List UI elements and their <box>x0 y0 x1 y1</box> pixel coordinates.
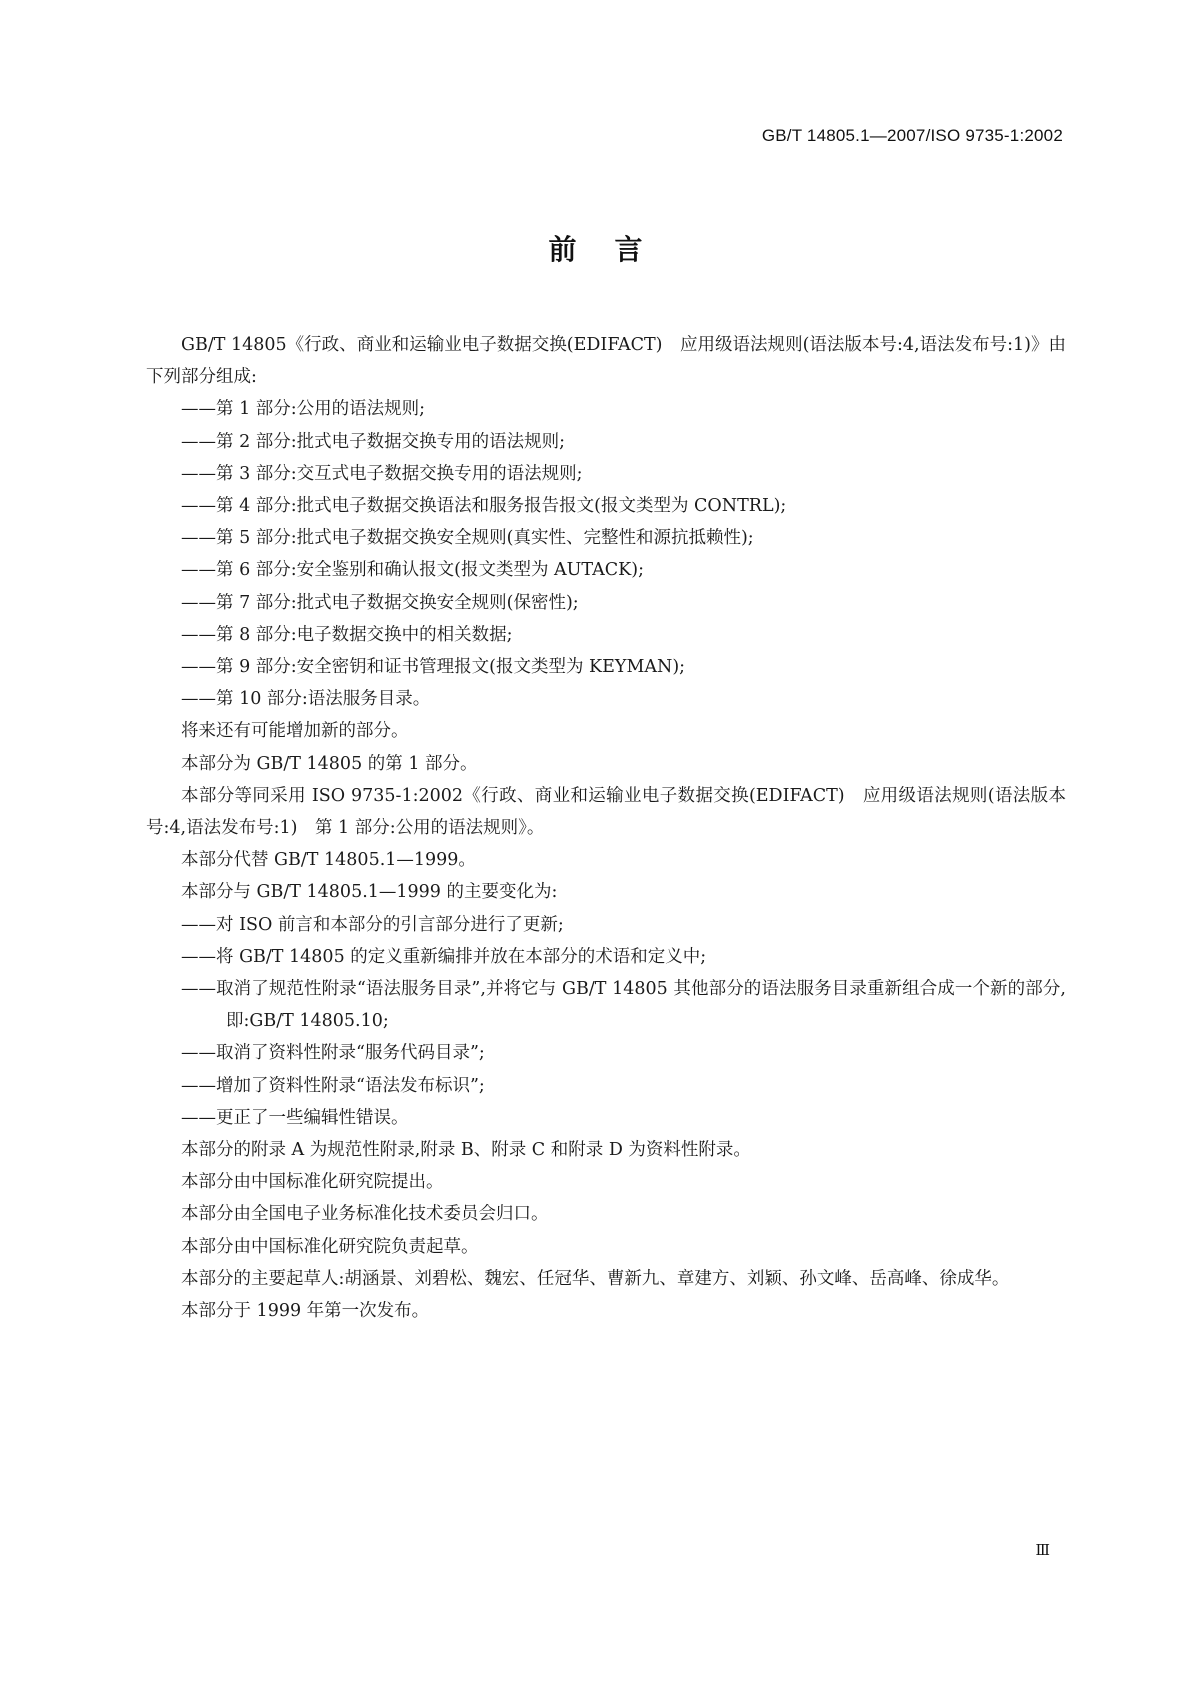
list-item: ——增加了资料性附录“语法发布标识”; <box>181 1075 485 1096</box>
list-item: ——第 6 部分:安全鉴别和确认报文(报文类型为 AUTACK); <box>181 560 644 581</box>
page-title: 前言 <box>548 233 681 266</box>
list-item: ——第 7 部分:批式电子数据交换安全规则(保密性); <box>181 592 579 613</box>
list-item: ——对 ISO 前言和本部分的引言部分进行了更新; <box>181 914 564 935</box>
list-item: ——第 10 部分:语法服务目录。 <box>181 689 431 710</box>
list-item: ——第 4 部分:批式电子数据交换语法和服务报告报文(报文类型为 CONTRL); <box>181 496 787 517</box>
list-item: ——取消了规范性附录“语法服务目录”,并将它与 GB/T 14805 其他部分的语法服务目录重新组合成一个新的部分,即:GB/T 14805.10; <box>181 979 1066 1032</box>
drafters-paragraph: 本部分的主要起草人:胡涵景、刘碧松、魏宏、任冠华、曹新九、章建方、刘颖、孙文峰、岳高峰、徐成华。 <box>181 1268 1010 1289</box>
changes-intro-paragraph: 本部分与 GB/T 14805.1—1999 的主要变化为: <box>181 882 558 903</box>
future-paragraph: 将来还有可能增加新的部分。 <box>181 721 409 742</box>
list-item: ——第 1 部分:公用的语法规则; <box>181 399 426 420</box>
under-paragraph: 本部分由全国电子业务标准化技术委员会归口。 <box>181 1204 549 1225</box>
replaces-paragraph: 本部分代替 GB/T 14805.1—1999。 <box>181 850 476 871</box>
document-body <box>146 329 1066 1327</box>
list-item: ——第 9 部分:安全密钥和证书管理报文(报文类型为 KEYMAN); <box>181 657 686 678</box>
adoption-paragraph: 本部分等同采用 ISO 9735-1:2002《行政、商业和运输业电子数据交换(EDIFACT) 应用级语法规则(语法版本号:4,语法发布号:1) 第 1 部分:公用的语法规则》。 <box>146 785 1066 839</box>
page-number: Ⅲ <box>1035 1541 1050 1559</box>
this-part-paragraph: 本部分为 GB/T 14805 的第 1 部分。 <box>181 753 478 774</box>
first-published-paragraph: 本部分于 1999 年第一次发布。 <box>181 1301 430 1322</box>
proposed-by-paragraph: 本部分由中国标准化研究院提出。 <box>181 1172 444 1193</box>
annexes-paragraph: 本部分的附录 A 为规范性附录,附录 B、附录 C 和附录 D 为资料性附录。 <box>181 1140 751 1161</box>
drafted-by-paragraph: 本部分由中国标准化研究院负责起草。 <box>181 1236 479 1257</box>
list-item: ——将 GB/T 14805 的定义重新编排并放在本部分的术语和定义中; <box>181 946 707 967</box>
intro-paragraph: GB/T 14805《行政、商业和运输业电子数据交换(EDIFACT) 应用级语法规则(语法版本号:4,语法发布号:1)》由下列部分组成: <box>146 335 1066 388</box>
list-item: ——第 2 部分:批式电子数据交换专用的语法规则; <box>181 431 566 452</box>
list-item: ——取消了资料性附录“服务代码目录”; <box>181 1043 485 1064</box>
list-item: ——第 3 部分:交互式电子数据交换专用的语法规则; <box>181 463 583 484</box>
list-item: ——第 8 部分:电子数据交换中的相关数据; <box>181 624 513 645</box>
list-item: ——更正了一些编辑性错误。 <box>181 1107 409 1128</box>
list-item: ——第 5 部分:批式电子数据交换安全规则(真实性、完整性和源抗抵赖性); <box>181 528 754 549</box>
standard-code: GB/T 14805.1—2007/ISO 9735-1:2002 <box>761 126 1063 145</box>
